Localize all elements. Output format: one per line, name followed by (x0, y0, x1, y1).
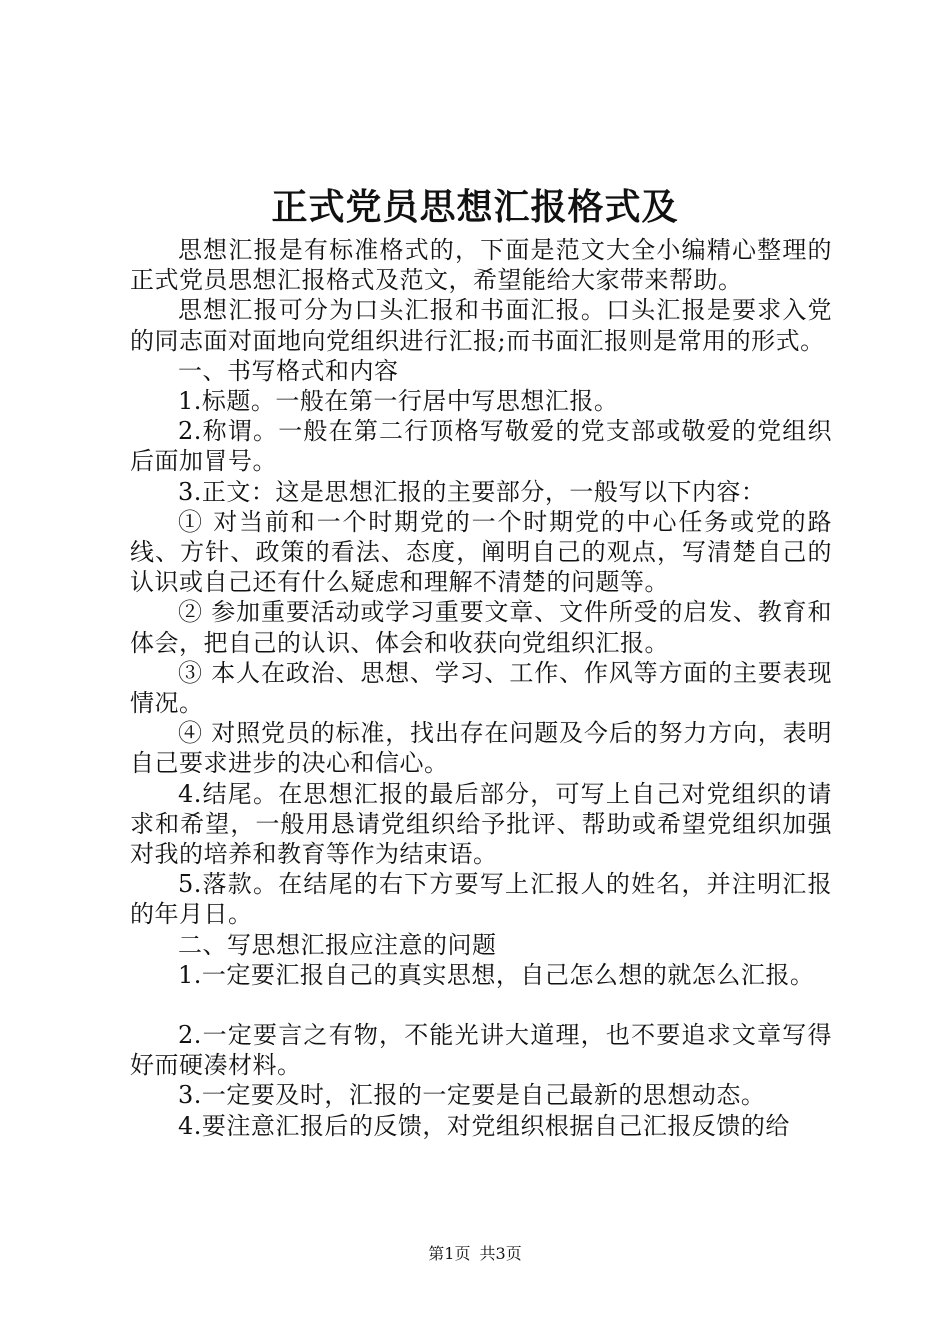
page-footer (0, 1244, 950, 1264)
paragraph-ending-rule: 4.结尾。在思想汇报的最后部分，可写上自己对党组织的请求和希望，一般用恳请党组织给予批评、帮助或希望党组织加强对我的培养和教育等作为结束语。 (130, 779, 832, 869)
section-heading-format: 一、书写格式和内容 (178, 356, 399, 385)
paragraph-item-3: ③ 本人在政治、思想、学习、工作、作风等方面的主要表现情况。 (130, 658, 832, 718)
paragraph-title-rule: 1.标题。一般在第一行居中写思想汇报。 (178, 387, 619, 416)
blank-line (130, 990, 832, 1020)
page-number: 第1页 (428, 1244, 471, 1263)
section-heading-notes: 二、写思想汇报应注意的问题 (178, 930, 497, 959)
paragraph-item-2: ② 参加重要活动或学习重要文章、文件所受的启发、教育和体会，把自己的认识、体会和收获向党组织汇报。 (130, 598, 832, 657)
document-body (130, 235, 832, 1141)
page-total: 共3页 (479, 1244, 522, 1263)
paragraph-signature-rule: 5.落款。在结尾的右下方要写上汇报人的姓名，并注明汇报的年月日。 (130, 870, 832, 929)
paragraph-item-1: ① 对当前和一个时期党的一个时期党的中心任务或党的路线、方针、政策的看法、态度，阐明自己的观点，写清楚自己的认识或自己还有什么疑虑和理解不清楚的问题等。 (130, 507, 832, 597)
paragraph-note-4: 4.要注意汇报后的反馈，对党组织根据自己汇报反馈的给 (178, 1111, 790, 1140)
paragraph-note-1: 1.一定要汇报自己的真实思想，自己怎么想的就怎么汇报。 (178, 960, 815, 989)
paragraph-note-3: 3.一定要及时，汇报的一定要是自己最新的思想动态。 (178, 1081, 766, 1110)
paragraph-intro: 思想汇报是有标准格式的，下面是范文大全小编精心整理的正式党员思想汇报格式及范文，希望能给大家带来帮助。 (130, 236, 832, 295)
paragraph-item-4: ④ 对照党员的标准，找出存在问题及今后的努力方向，表明自己要求进步的决心和信心。 (130, 719, 832, 778)
document-title: 正式党员思想汇报格式及 (271, 186, 679, 228)
paragraph-report-types: 思想汇报可分为口头汇报和书面汇报。口头汇报是要求入党的同志面对面地向党组织进行汇报;而书面汇报则是常用的形式。 (130, 296, 832, 355)
paragraph-note-2: 2.一定要言之有物，不能光讲大道理，也不要追求文章写得好而硬凑材料。 (130, 1021, 832, 1080)
paragraph-body-rule: 3.正文：这是思想汇报的主要部分，一般写以下内容： (178, 477, 766, 506)
paragraph-salutation-rule: 2.称谓。一般在第二行顶格写敬爱的党支部或敬爱的党组织后面加冒号。 (130, 417, 832, 476)
